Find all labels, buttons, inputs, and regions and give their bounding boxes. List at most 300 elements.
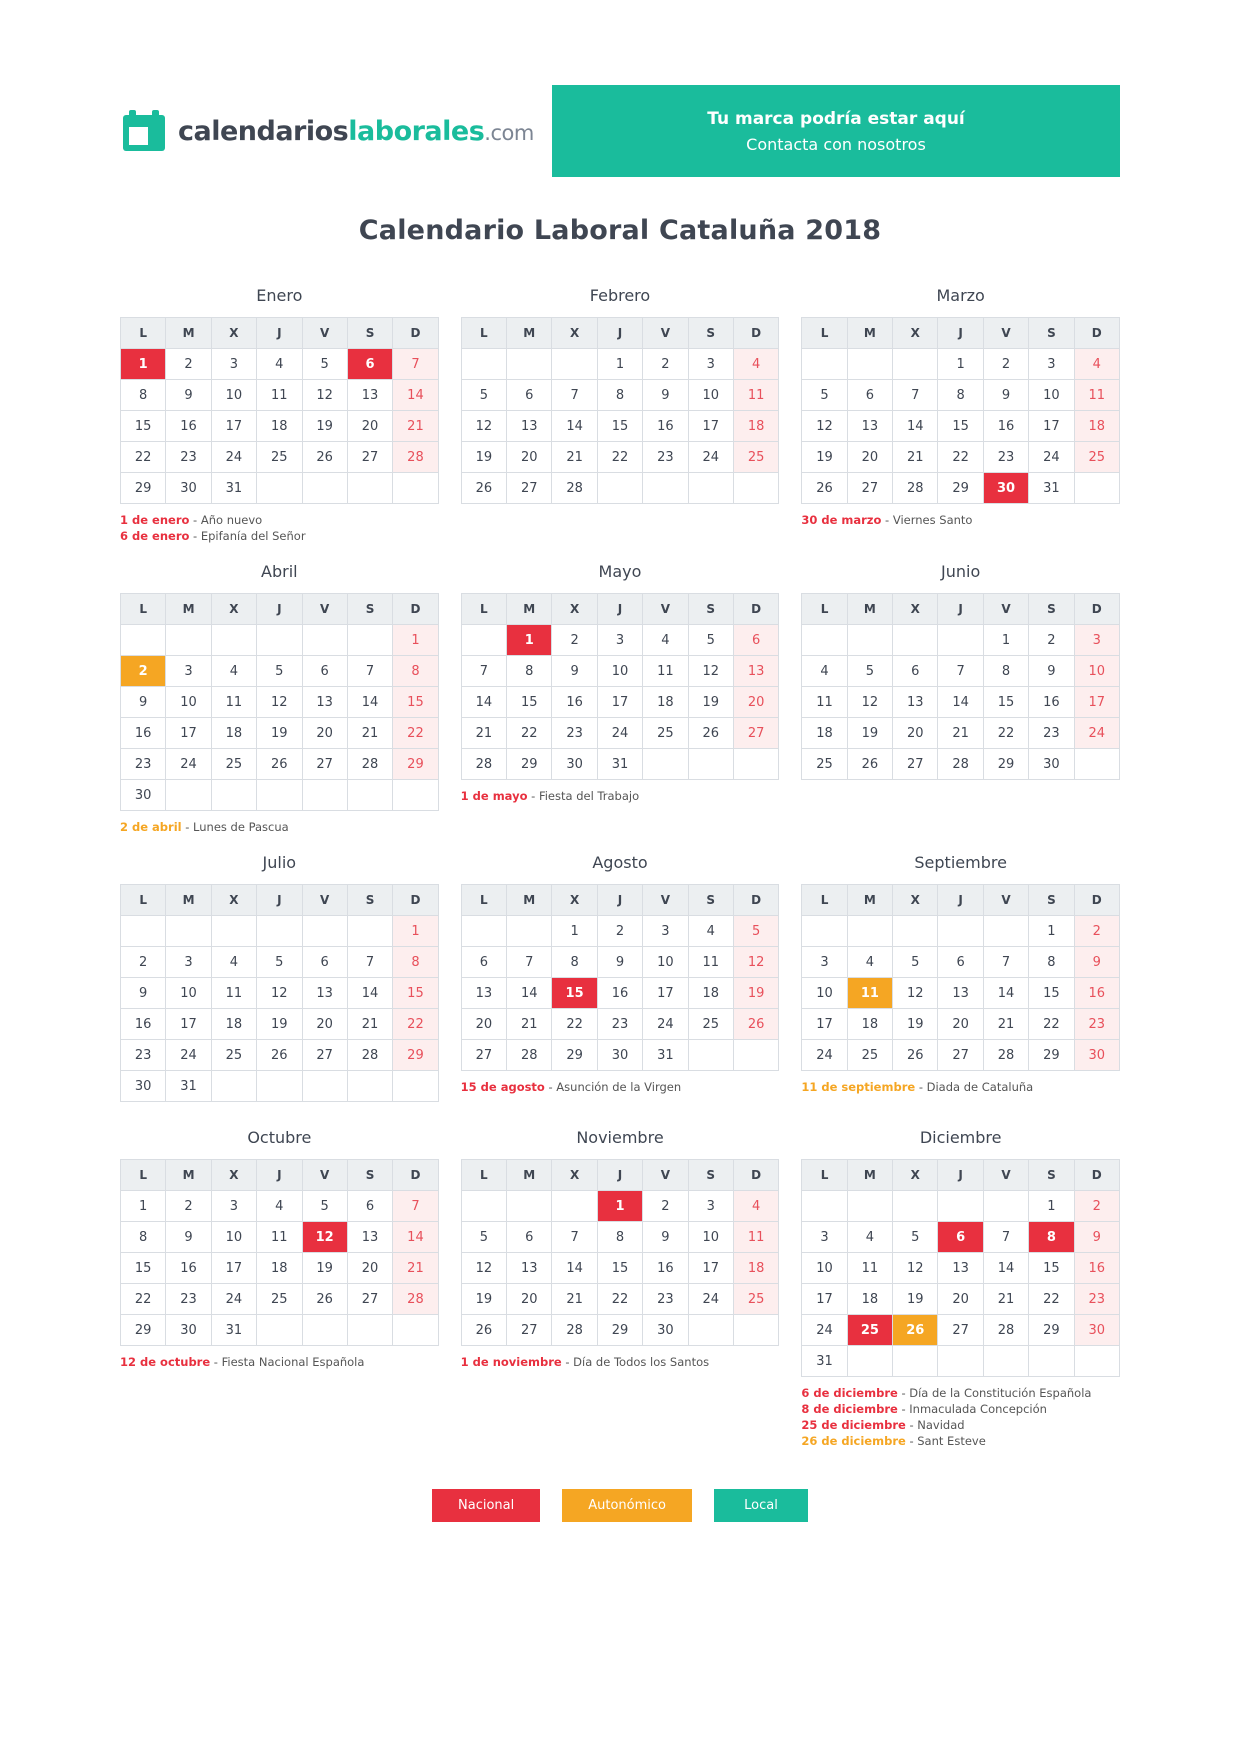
day-cell[interactable]: 12 bbox=[302, 1222, 347, 1253]
day-cell[interactable]: 21 bbox=[393, 1253, 438, 1284]
day-cell[interactable]: 24 bbox=[211, 1284, 256, 1315]
day-cell[interactable]: 5 bbox=[847, 656, 892, 687]
day-cell[interactable]: 24 bbox=[597, 718, 642, 749]
day-cell[interactable]: 28 bbox=[938, 749, 983, 780]
day-cell[interactable]: 5 bbox=[257, 656, 302, 687]
day-cell[interactable]: 11 bbox=[733, 1222, 778, 1253]
day-cell[interactable]: 16 bbox=[166, 411, 211, 442]
day-cell[interactable]: 24 bbox=[166, 1040, 211, 1071]
day-cell[interactable]: 6 bbox=[461, 947, 506, 978]
day-cell[interactable]: 15 bbox=[938, 411, 983, 442]
day-cell[interactable]: 16 bbox=[121, 718, 166, 749]
day-cell[interactable]: 9 bbox=[643, 1222, 688, 1253]
day-cell[interactable]: 1 bbox=[393, 916, 438, 947]
day-cell[interactable]: 10 bbox=[1074, 656, 1119, 687]
day-cell[interactable]: 8 bbox=[983, 656, 1028, 687]
day-cell[interactable]: 5 bbox=[461, 380, 506, 411]
day-cell[interactable]: 11 bbox=[643, 656, 688, 687]
day-cell[interactable]: 23 bbox=[597, 1009, 642, 1040]
day-cell[interactable]: 23 bbox=[1074, 1284, 1119, 1315]
day-cell[interactable]: 28 bbox=[347, 749, 392, 780]
day-cell[interactable]: 17 bbox=[211, 1253, 256, 1284]
day-cell[interactable]: 19 bbox=[802, 442, 847, 473]
day-cell[interactable]: 19 bbox=[302, 1253, 347, 1284]
day-cell[interactable]: 20 bbox=[461, 1009, 506, 1040]
day-cell[interactable]: 25 bbox=[257, 1284, 302, 1315]
day-cell[interactable]: 21 bbox=[461, 718, 506, 749]
day-cell[interactable]: 15 bbox=[597, 1253, 642, 1284]
day-cell[interactable]: 4 bbox=[257, 349, 302, 380]
day-cell[interactable]: 16 bbox=[552, 687, 597, 718]
day-cell[interactable]: 1 bbox=[983, 625, 1028, 656]
day-cell[interactable]: 1 bbox=[597, 349, 642, 380]
day-cell[interactable]: 10 bbox=[802, 978, 847, 1009]
day-cell[interactable]: 9 bbox=[121, 687, 166, 718]
day-cell[interactable]: 7 bbox=[983, 1222, 1028, 1253]
day-cell[interactable]: 27 bbox=[461, 1040, 506, 1071]
legend-item-nac[interactable]: Nacional bbox=[432, 1489, 540, 1522]
day-cell[interactable]: 29 bbox=[393, 1040, 438, 1071]
day-cell[interactable]: 29 bbox=[983, 749, 1028, 780]
day-cell[interactable]: 7 bbox=[552, 1222, 597, 1253]
day-cell[interactable]: 8 bbox=[938, 380, 983, 411]
day-cell[interactable]: 18 bbox=[643, 687, 688, 718]
day-cell[interactable]: 25 bbox=[257, 442, 302, 473]
day-cell[interactable]: 1 bbox=[393, 625, 438, 656]
day-cell[interactable]: 5 bbox=[893, 1222, 938, 1253]
day-cell[interactable]: 13 bbox=[461, 978, 506, 1009]
day-cell[interactable]: 11 bbox=[847, 1253, 892, 1284]
day-cell[interactable]: 8 bbox=[597, 1222, 642, 1253]
day-cell[interactable]: 21 bbox=[938, 718, 983, 749]
day-cell[interactable]: 7 bbox=[393, 349, 438, 380]
day-cell[interactable]: 4 bbox=[1074, 349, 1119, 380]
day-cell[interactable]: 5 bbox=[688, 625, 733, 656]
day-cell[interactable]: 21 bbox=[507, 1009, 552, 1040]
day-cell[interactable]: 23 bbox=[552, 718, 597, 749]
day-cell[interactable]: 16 bbox=[121, 1009, 166, 1040]
day-cell[interactable]: 15 bbox=[597, 411, 642, 442]
day-cell[interactable]: 9 bbox=[1029, 656, 1074, 687]
day-cell[interactable]: 7 bbox=[938, 656, 983, 687]
day-cell[interactable]: 2 bbox=[1074, 916, 1119, 947]
day-cell[interactable]: 13 bbox=[302, 978, 347, 1009]
day-cell[interactable]: 11 bbox=[257, 380, 302, 411]
day-cell[interactable]: 20 bbox=[938, 1009, 983, 1040]
day-cell[interactable]: 18 bbox=[257, 411, 302, 442]
day-cell[interactable]: 14 bbox=[347, 978, 392, 1009]
day-cell[interactable]: 23 bbox=[983, 442, 1028, 473]
day-cell[interactable]: 31 bbox=[211, 473, 256, 504]
day-cell[interactable]: 22 bbox=[597, 442, 642, 473]
day-cell[interactable]: 20 bbox=[302, 1009, 347, 1040]
day-cell[interactable]: 29 bbox=[507, 749, 552, 780]
day-cell[interactable]: 29 bbox=[597, 1315, 642, 1346]
day-cell[interactable]: 26 bbox=[688, 718, 733, 749]
day-cell[interactable]: 7 bbox=[983, 947, 1028, 978]
day-cell[interactable]: 13 bbox=[507, 1253, 552, 1284]
day-cell[interactable]: 22 bbox=[121, 442, 166, 473]
day-cell[interactable]: 8 bbox=[507, 656, 552, 687]
day-cell[interactable]: 23 bbox=[1074, 1009, 1119, 1040]
day-cell[interactable]: 12 bbox=[302, 380, 347, 411]
day-cell[interactable]: 19 bbox=[257, 1009, 302, 1040]
day-cell[interactable]: 21 bbox=[552, 442, 597, 473]
day-cell[interactable]: 14 bbox=[461, 687, 506, 718]
day-cell[interactable]: 18 bbox=[802, 718, 847, 749]
day-cell[interactable]: 11 bbox=[1074, 380, 1119, 411]
day-cell[interactable]: 22 bbox=[938, 442, 983, 473]
day-cell[interactable]: 6 bbox=[938, 947, 983, 978]
day-cell[interactable]: 9 bbox=[1074, 1222, 1119, 1253]
day-cell[interactable]: 3 bbox=[166, 656, 211, 687]
day-cell[interactable]: 26 bbox=[302, 442, 347, 473]
day-cell[interactable]: 28 bbox=[983, 1315, 1028, 1346]
day-cell[interactable]: 20 bbox=[938, 1284, 983, 1315]
day-cell[interactable]: 13 bbox=[347, 1222, 392, 1253]
day-cell[interactable]: 9 bbox=[166, 1222, 211, 1253]
day-cell[interactable]: 6 bbox=[847, 380, 892, 411]
day-cell[interactable]: 26 bbox=[893, 1315, 938, 1346]
day-cell[interactable]: 30 bbox=[166, 473, 211, 504]
day-cell[interactable]: 21 bbox=[552, 1284, 597, 1315]
day-cell[interactable]: 15 bbox=[507, 687, 552, 718]
day-cell[interactable]: 20 bbox=[507, 1284, 552, 1315]
day-cell[interactable]: 8 bbox=[121, 380, 166, 411]
day-cell[interactable]: 25 bbox=[211, 1040, 256, 1071]
day-cell[interactable]: 7 bbox=[893, 380, 938, 411]
day-cell[interactable]: 17 bbox=[1029, 411, 1074, 442]
day-cell[interactable]: 3 bbox=[211, 349, 256, 380]
day-cell[interactable]: 4 bbox=[643, 625, 688, 656]
day-cell[interactable]: 24 bbox=[211, 442, 256, 473]
day-cell[interactable]: 29 bbox=[1029, 1315, 1074, 1346]
day-cell[interactable]: 4 bbox=[733, 349, 778, 380]
day-cell[interactable]: 14 bbox=[552, 411, 597, 442]
day-cell[interactable]: 1 bbox=[597, 1191, 642, 1222]
day-cell[interactable]: 28 bbox=[893, 473, 938, 504]
day-cell[interactable]: 4 bbox=[211, 947, 256, 978]
ad-banner[interactable] bbox=[552, 85, 1120, 177]
day-cell[interactable]: 14 bbox=[983, 978, 1028, 1009]
day-cell[interactable]: 29 bbox=[121, 473, 166, 504]
day-cell[interactable]: 2 bbox=[552, 625, 597, 656]
day-cell[interactable]: 9 bbox=[643, 380, 688, 411]
day-cell[interactable]: 2 bbox=[121, 947, 166, 978]
day-cell[interactable]: 27 bbox=[507, 1315, 552, 1346]
day-cell[interactable]: 11 bbox=[733, 380, 778, 411]
day-cell[interactable]: 3 bbox=[643, 916, 688, 947]
day-cell[interactable]: 18 bbox=[733, 411, 778, 442]
day-cell[interactable]: 4 bbox=[733, 1191, 778, 1222]
day-cell[interactable]: 12 bbox=[257, 978, 302, 1009]
day-cell[interactable]: 21 bbox=[983, 1009, 1028, 1040]
day-cell[interactable]: 26 bbox=[847, 749, 892, 780]
day-cell[interactable]: 24 bbox=[643, 1009, 688, 1040]
day-cell[interactable]: 29 bbox=[1029, 1040, 1074, 1071]
day-cell[interactable]: 4 bbox=[211, 656, 256, 687]
day-cell[interactable]: 9 bbox=[983, 380, 1028, 411]
day-cell[interactable]: 15 bbox=[1029, 1253, 1074, 1284]
day-cell[interactable]: 12 bbox=[257, 687, 302, 718]
day-cell[interactable]: 6 bbox=[893, 656, 938, 687]
day-cell[interactable]: 17 bbox=[643, 978, 688, 1009]
day-cell[interactable]: 28 bbox=[393, 1284, 438, 1315]
day-cell[interactable]: 23 bbox=[166, 442, 211, 473]
day-cell[interactable]: 11 bbox=[688, 947, 733, 978]
day-cell[interactable]: 26 bbox=[302, 1284, 347, 1315]
day-cell[interactable]: 30 bbox=[1029, 749, 1074, 780]
day-cell[interactable]: 18 bbox=[1074, 411, 1119, 442]
day-cell[interactable]: 31 bbox=[166, 1071, 211, 1102]
day-cell[interactable]: 14 bbox=[347, 687, 392, 718]
day-cell[interactable]: 6 bbox=[733, 625, 778, 656]
day-cell[interactable]: 28 bbox=[461, 749, 506, 780]
day-cell[interactable]: 14 bbox=[983, 1253, 1028, 1284]
day-cell[interactable]: 25 bbox=[802, 749, 847, 780]
day-cell[interactable]: 27 bbox=[733, 718, 778, 749]
day-cell[interactable]: 26 bbox=[257, 1040, 302, 1071]
day-cell[interactable]: 18 bbox=[733, 1253, 778, 1284]
day-cell[interactable]: 12 bbox=[461, 1253, 506, 1284]
day-cell[interactable]: 17 bbox=[166, 718, 211, 749]
day-cell[interactable]: 29 bbox=[393, 749, 438, 780]
day-cell[interactable]: 15 bbox=[393, 978, 438, 1009]
day-cell[interactable]: 28 bbox=[507, 1040, 552, 1071]
day-cell[interactable]: 5 bbox=[257, 947, 302, 978]
day-cell[interactable]: 18 bbox=[688, 978, 733, 1009]
day-cell[interactable]: 6 bbox=[347, 1191, 392, 1222]
day-cell[interactable]: 8 bbox=[393, 656, 438, 687]
day-cell[interactable]: 16 bbox=[1029, 687, 1074, 718]
day-cell[interactable]: 25 bbox=[1074, 442, 1119, 473]
day-cell[interactable]: 26 bbox=[461, 1315, 506, 1346]
day-cell[interactable]: 31 bbox=[1029, 473, 1074, 504]
day-cell[interactable]: 7 bbox=[461, 656, 506, 687]
day-cell[interactable]: 20 bbox=[507, 442, 552, 473]
day-cell[interactable]: 2 bbox=[121, 656, 166, 687]
day-cell[interactable]: 5 bbox=[302, 1191, 347, 1222]
day-cell[interactable]: 2 bbox=[1029, 625, 1074, 656]
day-cell[interactable]: 14 bbox=[393, 1222, 438, 1253]
day-cell[interactable]: 16 bbox=[166, 1253, 211, 1284]
day-cell[interactable]: 13 bbox=[347, 380, 392, 411]
day-cell[interactable]: 18 bbox=[257, 1253, 302, 1284]
day-cell[interactable]: 13 bbox=[893, 687, 938, 718]
day-cell[interactable]: 22 bbox=[393, 718, 438, 749]
day-cell[interactable]: 23 bbox=[166, 1284, 211, 1315]
day-cell[interactable]: 27 bbox=[847, 473, 892, 504]
day-cell[interactable]: 25 bbox=[211, 749, 256, 780]
day-cell[interactable]: 17 bbox=[802, 1284, 847, 1315]
day-cell[interactable]: 18 bbox=[847, 1009, 892, 1040]
day-cell[interactable]: 21 bbox=[347, 1009, 392, 1040]
day-cell[interactable]: 16 bbox=[597, 978, 642, 1009]
day-cell[interactable]: 10 bbox=[166, 687, 211, 718]
day-cell[interactable]: 3 bbox=[211, 1191, 256, 1222]
day-cell[interactable]: 12 bbox=[893, 1253, 938, 1284]
day-cell[interactable]: 6 bbox=[347, 349, 392, 380]
day-cell[interactable]: 4 bbox=[847, 947, 892, 978]
day-cell[interactable]: 22 bbox=[983, 718, 1028, 749]
day-cell[interactable]: 10 bbox=[802, 1253, 847, 1284]
day-cell[interactable]: 22 bbox=[1029, 1284, 1074, 1315]
day-cell[interactable]: 17 bbox=[166, 1009, 211, 1040]
day-cell[interactable]: 6 bbox=[507, 1222, 552, 1253]
day-cell[interactable]: 24 bbox=[688, 442, 733, 473]
day-cell[interactable]: 4 bbox=[688, 916, 733, 947]
day-cell[interactable]: 11 bbox=[211, 687, 256, 718]
day-cell[interactable]: 24 bbox=[166, 749, 211, 780]
day-cell[interactable]: 21 bbox=[347, 718, 392, 749]
day-cell[interactable]: 1 bbox=[1029, 1191, 1074, 1222]
day-cell[interactable]: 12 bbox=[893, 978, 938, 1009]
day-cell[interactable]: 10 bbox=[211, 1222, 256, 1253]
day-cell[interactable]: 20 bbox=[733, 687, 778, 718]
day-cell[interactable]: 19 bbox=[461, 1284, 506, 1315]
day-cell[interactable]: 17 bbox=[211, 411, 256, 442]
day-cell[interactable]: 26 bbox=[733, 1009, 778, 1040]
day-cell[interactable]: 12 bbox=[461, 411, 506, 442]
day-cell[interactable]: 10 bbox=[211, 380, 256, 411]
day-cell[interactable]: 16 bbox=[983, 411, 1028, 442]
day-cell[interactable]: 1 bbox=[121, 1191, 166, 1222]
day-cell[interactable]: 27 bbox=[507, 473, 552, 504]
day-cell[interactable]: 14 bbox=[893, 411, 938, 442]
day-cell[interactable]: 15 bbox=[393, 687, 438, 718]
day-cell[interactable]: 5 bbox=[733, 916, 778, 947]
day-cell[interactable]: 8 bbox=[552, 947, 597, 978]
day-cell[interactable]: 26 bbox=[802, 473, 847, 504]
day-cell[interactable]: 28 bbox=[983, 1040, 1028, 1071]
day-cell[interactable]: 2 bbox=[643, 349, 688, 380]
day-cell[interactable]: 25 bbox=[847, 1040, 892, 1071]
day-cell[interactable]: 27 bbox=[938, 1315, 983, 1346]
day-cell[interactable]: 15 bbox=[983, 687, 1028, 718]
day-cell[interactable]: 31 bbox=[211, 1315, 256, 1346]
day-cell[interactable]: 14 bbox=[507, 978, 552, 1009]
day-cell[interactable]: 24 bbox=[802, 1040, 847, 1071]
day-cell[interactable]: 22 bbox=[1029, 1009, 1074, 1040]
day-cell[interactable]: 10 bbox=[688, 1222, 733, 1253]
day-cell[interactable]: 10 bbox=[597, 656, 642, 687]
day-cell[interactable]: 1 bbox=[938, 349, 983, 380]
day-cell[interactable]: 17 bbox=[688, 1253, 733, 1284]
day-cell[interactable]: 19 bbox=[893, 1284, 938, 1315]
day-cell[interactable]: 1 bbox=[507, 625, 552, 656]
day-cell[interactable]: 4 bbox=[257, 1191, 302, 1222]
day-cell[interactable]: 3 bbox=[1074, 625, 1119, 656]
day-cell[interactable]: 9 bbox=[121, 978, 166, 1009]
day-cell[interactable]: 30 bbox=[983, 473, 1028, 504]
day-cell[interactable]: 3 bbox=[166, 947, 211, 978]
day-cell[interactable]: 8 bbox=[393, 947, 438, 978]
day-cell[interactable]: 7 bbox=[347, 656, 392, 687]
day-cell[interactable]: 23 bbox=[121, 749, 166, 780]
day-cell[interactable]: 13 bbox=[733, 656, 778, 687]
day-cell[interactable]: 19 bbox=[688, 687, 733, 718]
legend-item-loc[interactable]: Local bbox=[714, 1489, 808, 1522]
day-cell[interactable]: 20 bbox=[847, 442, 892, 473]
day-cell[interactable]: 7 bbox=[393, 1191, 438, 1222]
day-cell[interactable]: 8 bbox=[121, 1222, 166, 1253]
day-cell[interactable]: 18 bbox=[847, 1284, 892, 1315]
day-cell[interactable]: 10 bbox=[688, 380, 733, 411]
day-cell[interactable]: 27 bbox=[347, 1284, 392, 1315]
day-cell[interactable]: 14 bbox=[938, 687, 983, 718]
day-cell[interactable]: 19 bbox=[302, 411, 347, 442]
day-cell[interactable]: 8 bbox=[1029, 947, 1074, 978]
day-cell[interactable]: 31 bbox=[597, 749, 642, 780]
day-cell[interactable]: 24 bbox=[1074, 718, 1119, 749]
day-cell[interactable]: 30 bbox=[1074, 1315, 1119, 1346]
day-cell[interactable]: 3 bbox=[688, 1191, 733, 1222]
day-cell[interactable]: 3 bbox=[597, 625, 642, 656]
day-cell[interactable]: 1 bbox=[121, 349, 166, 380]
day-cell[interactable]: 14 bbox=[393, 380, 438, 411]
day-cell[interactable]: 1 bbox=[1029, 916, 1074, 947]
day-cell[interactable]: 22 bbox=[507, 718, 552, 749]
day-cell[interactable]: 3 bbox=[802, 947, 847, 978]
day-cell[interactable]: 10 bbox=[1029, 380, 1074, 411]
day-cell[interactable]: 25 bbox=[688, 1009, 733, 1040]
day-cell[interactable]: 3 bbox=[802, 1222, 847, 1253]
day-cell[interactable]: 19 bbox=[847, 718, 892, 749]
day-cell[interactable]: 7 bbox=[552, 380, 597, 411]
day-cell[interactable]: 22 bbox=[121, 1284, 166, 1315]
day-cell[interactable]: 15 bbox=[552, 978, 597, 1009]
day-cell[interactable]: 30 bbox=[552, 749, 597, 780]
day-cell[interactable]: 26 bbox=[257, 749, 302, 780]
day-cell[interactable]: 30 bbox=[597, 1040, 642, 1071]
day-cell[interactable]: 16 bbox=[643, 411, 688, 442]
day-cell[interactable]: 20 bbox=[347, 1253, 392, 1284]
day-cell[interactable]: 13 bbox=[302, 687, 347, 718]
day-cell[interactable]: 30 bbox=[166, 1315, 211, 1346]
day-cell[interactable]: 10 bbox=[166, 978, 211, 1009]
day-cell[interactable]: 19 bbox=[893, 1009, 938, 1040]
day-cell[interactable]: 17 bbox=[1074, 687, 1119, 718]
day-cell[interactable]: 28 bbox=[393, 442, 438, 473]
day-cell[interactable]: 12 bbox=[802, 411, 847, 442]
day-cell[interactable]: 26 bbox=[893, 1040, 938, 1071]
day-cell[interactable]: 19 bbox=[733, 978, 778, 1009]
day-cell[interactable]: 27 bbox=[302, 749, 347, 780]
day-cell[interactable]: 21 bbox=[393, 411, 438, 442]
day-cell[interactable]: 10 bbox=[643, 947, 688, 978]
day-cell[interactable]: 1 bbox=[552, 916, 597, 947]
day-cell[interactable]: 2 bbox=[166, 1191, 211, 1222]
day-cell[interactable]: 16 bbox=[643, 1253, 688, 1284]
day-cell[interactable]: 2 bbox=[1074, 1191, 1119, 1222]
day-cell[interactable]: 17 bbox=[802, 1009, 847, 1040]
day-cell[interactable]: 30 bbox=[643, 1315, 688, 1346]
day-cell[interactable]: 13 bbox=[507, 411, 552, 442]
day-cell[interactable]: 9 bbox=[1074, 947, 1119, 978]
day-cell[interactable]: 5 bbox=[802, 380, 847, 411]
day-cell[interactable]: 15 bbox=[1029, 978, 1074, 1009]
day-cell[interactable]: 2 bbox=[643, 1191, 688, 1222]
day-cell[interactable]: 28 bbox=[552, 1315, 597, 1346]
day-cell[interactable]: 24 bbox=[802, 1315, 847, 1346]
day-cell[interactable]: 4 bbox=[847, 1222, 892, 1253]
day-cell[interactable]: 8 bbox=[1029, 1222, 1074, 1253]
day-cell[interactable]: 28 bbox=[347, 1040, 392, 1071]
day-cell[interactable]: 27 bbox=[938, 1040, 983, 1071]
day-cell[interactable]: 17 bbox=[688, 411, 733, 442]
day-cell[interactable]: 12 bbox=[688, 656, 733, 687]
day-cell[interactable]: 9 bbox=[597, 947, 642, 978]
